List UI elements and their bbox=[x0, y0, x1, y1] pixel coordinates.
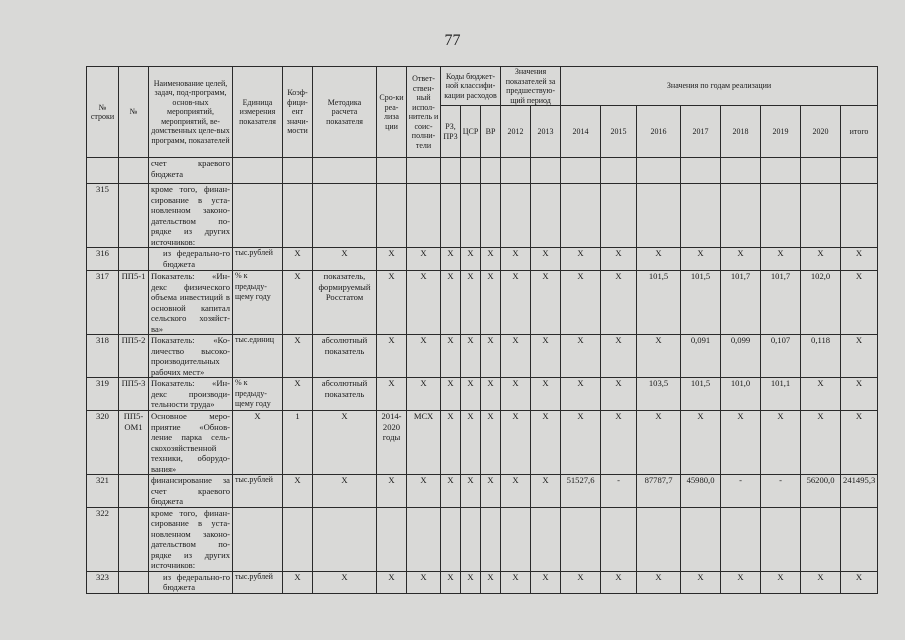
cell-coef: X bbox=[283, 271, 313, 335]
cell-y2012: X bbox=[501, 271, 531, 335]
cell-y2015 bbox=[601, 184, 637, 248]
cell-y2019: 101,1 bbox=[761, 378, 801, 411]
cell-y2018: 101,0 bbox=[721, 378, 761, 411]
cell-y2014: X bbox=[561, 271, 601, 335]
page-number: 77 bbox=[444, 32, 461, 49]
cell-rz bbox=[441, 158, 461, 184]
cell-total: X bbox=[841, 271, 878, 335]
cell-y2016: 87787,7 bbox=[637, 475, 681, 508]
cell-y2019: X bbox=[761, 248, 801, 271]
row-number-cell: 321 bbox=[87, 475, 119, 508]
cell-term bbox=[377, 158, 407, 184]
cell-y2018 bbox=[721, 158, 761, 184]
cell-y2014 bbox=[561, 507, 601, 571]
cell-total: 241495,3 bbox=[841, 475, 878, 508]
cell-y2015: X bbox=[601, 411, 637, 475]
cell-y2016: 101,5 bbox=[637, 271, 681, 335]
cell-y2016: X bbox=[637, 248, 681, 271]
row-number-cell: 317 bbox=[87, 271, 119, 335]
cell-csr: X bbox=[461, 411, 481, 475]
cell-term: 2014-2020 годы bbox=[377, 411, 407, 475]
header-year: 2015 bbox=[601, 106, 637, 158]
cell-term: X bbox=[377, 271, 407, 335]
row-number-cell: 322 bbox=[87, 507, 119, 571]
cell-coef: X bbox=[283, 378, 313, 411]
cell-y2017: X bbox=[681, 571, 721, 593]
cell-total: X bbox=[841, 571, 878, 593]
cell-csr: X bbox=[461, 571, 481, 593]
cell-y2020 bbox=[801, 184, 841, 248]
cell-y2020: 102,0 bbox=[801, 271, 841, 335]
cell-term: X bbox=[377, 248, 407, 271]
cell-y2015: X bbox=[601, 571, 637, 593]
cell-y2020 bbox=[801, 507, 841, 571]
cell-y2013 bbox=[531, 184, 561, 248]
cell-y2014: 51527,6 bbox=[561, 475, 601, 508]
cell-y2014: X bbox=[561, 335, 601, 378]
table-row bbox=[87, 271, 878, 335]
cell-rz bbox=[441, 184, 461, 248]
row-code-cell bbox=[119, 571, 149, 593]
row-name-cell: кроме того, финан-сирование в уста-новленном законо-дательством по-рядке из других источников: bbox=[149, 184, 233, 248]
cell-rz: X bbox=[441, 475, 461, 508]
cell-y2013 bbox=[531, 507, 561, 571]
cell-y2017: X bbox=[681, 411, 721, 475]
cell-vr: X bbox=[481, 335, 501, 378]
cell-y2017: 101,5 bbox=[681, 271, 721, 335]
cell-y2014 bbox=[561, 158, 601, 184]
cell-method: X bbox=[313, 248, 377, 271]
cell-y2019: 101,7 bbox=[761, 271, 801, 335]
cell-y2018: 0,099 bbox=[721, 335, 761, 378]
cell-method bbox=[313, 507, 377, 571]
cell-y2017: X bbox=[681, 248, 721, 271]
cell-y2012 bbox=[501, 158, 531, 184]
cell-unit bbox=[233, 158, 283, 184]
table-row bbox=[87, 571, 878, 593]
cell-csr bbox=[461, 507, 481, 571]
cell-y2012 bbox=[501, 507, 531, 571]
cell-vr: X bbox=[481, 378, 501, 411]
row-name-cell: Показатель: «Ко-личество высоко-производительных рабочих мест» bbox=[149, 335, 233, 378]
cell-unit bbox=[233, 507, 283, 571]
cell-csr: X bbox=[461, 335, 481, 378]
row-number-cell: 323 bbox=[87, 571, 119, 593]
cell-y2013: X bbox=[531, 475, 561, 508]
cell-method: абсолютный показатель bbox=[313, 335, 377, 378]
cell-csr bbox=[461, 158, 481, 184]
cell-method bbox=[313, 158, 377, 184]
cell-executor: X bbox=[407, 248, 441, 271]
cell-coef: X bbox=[283, 248, 313, 271]
cell-y2020: X bbox=[801, 411, 841, 475]
header-years-title: Значения по годам реализации bbox=[561, 67, 878, 106]
cell-unit: тыс.рублей bbox=[233, 475, 283, 508]
cell-y2018: X bbox=[721, 411, 761, 475]
cell-y2013: X bbox=[531, 378, 561, 411]
cell-rz: X bbox=[441, 271, 461, 335]
row-name-cell: финансирование за счет краевого бюджета bbox=[149, 475, 233, 508]
row-number-cell: 318 bbox=[87, 335, 119, 378]
row-code-cell bbox=[119, 158, 149, 184]
header-unit: Единица измерения показателя bbox=[233, 67, 283, 158]
header-csr: ЦСР bbox=[461, 106, 481, 158]
cell-method bbox=[313, 184, 377, 248]
cell-method: показатель, формируемый Росстатом bbox=[313, 271, 377, 335]
cell-executor bbox=[407, 184, 441, 248]
table-row bbox=[87, 507, 878, 571]
cell-coef: 1 bbox=[283, 411, 313, 475]
row-name-cell: Основное меро-приятие «Обнов-ление парка сель-скохозяйственной техники, оборудо-вания» bbox=[149, 411, 233, 475]
header-year: 2019 bbox=[761, 106, 801, 158]
cell-y2019 bbox=[761, 158, 801, 184]
cell-vr: X bbox=[481, 271, 501, 335]
cell-csr: X bbox=[461, 271, 481, 335]
cell-y2016 bbox=[637, 184, 681, 248]
cell-y2019: X bbox=[761, 411, 801, 475]
cell-rz: X bbox=[441, 411, 461, 475]
cell-y2015: X bbox=[601, 248, 637, 271]
cell-y2020: X bbox=[801, 571, 841, 593]
cell-executor: X bbox=[407, 271, 441, 335]
header-row-no: № строки bbox=[87, 67, 119, 158]
row-name-cell: из федерально-го бюджета bbox=[149, 248, 233, 271]
cell-unit: % к предыду-щему году bbox=[233, 271, 283, 335]
cell-y2014 bbox=[561, 184, 601, 248]
header-total: итого bbox=[841, 106, 878, 158]
cell-csr: X bbox=[461, 248, 481, 271]
cell-csr: X bbox=[461, 475, 481, 508]
cell-y2019: - bbox=[761, 475, 801, 508]
cell-vr bbox=[481, 507, 501, 571]
cell-y2013 bbox=[531, 158, 561, 184]
cell-y2018: 101,7 bbox=[721, 271, 761, 335]
header-executor: Ответ-ствен-ный испол-нитель и соис-полни-тели bbox=[407, 67, 441, 158]
cell-total bbox=[841, 507, 878, 571]
cell-vr: X bbox=[481, 571, 501, 593]
row-number-cell bbox=[87, 158, 119, 184]
cell-y2015: X bbox=[601, 378, 637, 411]
cell-y2012: X bbox=[501, 411, 531, 475]
cell-y2012: X bbox=[501, 335, 531, 378]
row-code-cell: ПП5-ОМ1 bbox=[119, 411, 149, 475]
cell-y2017 bbox=[681, 507, 721, 571]
table-header bbox=[87, 67, 878, 158]
cell-method: X bbox=[313, 411, 377, 475]
cell-y2014: X bbox=[561, 248, 601, 271]
cell-vr bbox=[481, 158, 501, 184]
header-method: Методика расчета показателя bbox=[313, 67, 377, 158]
row-code-cell: ПП5-2 bbox=[119, 335, 149, 378]
cell-y2019: 0,107 bbox=[761, 335, 801, 378]
cell-y2016: 103,5 bbox=[637, 378, 681, 411]
cell-y2017: 45980,0 bbox=[681, 475, 721, 508]
cell-vr bbox=[481, 184, 501, 248]
header-year: 2020 bbox=[801, 106, 841, 158]
cell-y2018 bbox=[721, 184, 761, 248]
cell-unit: % к предыду-щему году bbox=[233, 378, 283, 411]
cell-unit: тыс.рублей bbox=[233, 571, 283, 593]
row-number-cell: 315 bbox=[87, 184, 119, 248]
cell-y2020: X bbox=[801, 248, 841, 271]
cell-y2020 bbox=[801, 158, 841, 184]
header-year: 2018 bbox=[721, 106, 761, 158]
cell-executor: X bbox=[407, 475, 441, 508]
cell-total bbox=[841, 184, 878, 248]
cell-method: X bbox=[313, 475, 377, 508]
table-row bbox=[87, 184, 878, 248]
table-row bbox=[87, 378, 878, 411]
cell-total: X bbox=[841, 248, 878, 271]
cell-executor: X bbox=[407, 571, 441, 593]
cell-y2014: X bbox=[561, 571, 601, 593]
cell-coef bbox=[283, 184, 313, 248]
cell-method: X bbox=[313, 571, 377, 593]
cell-total bbox=[841, 158, 878, 184]
table-row bbox=[87, 158, 878, 184]
cell-y2020: X bbox=[801, 378, 841, 411]
cell-y2015: - bbox=[601, 475, 637, 508]
row-code-cell: ПП5-3 bbox=[119, 378, 149, 411]
row-code-cell bbox=[119, 184, 149, 248]
cell-vr: X bbox=[481, 248, 501, 271]
cell-unit: тыс.рублей bbox=[233, 248, 283, 271]
header-name: Наименование целей, задач, под-программ, основ-ных мероприятий, мероприятий, ве-домственных целе-вых программ, показателей bbox=[149, 67, 233, 158]
cell-coef: X bbox=[283, 571, 313, 593]
cell-term: X bbox=[377, 475, 407, 508]
cell-y2012: X bbox=[501, 571, 531, 593]
cell-term: X bbox=[377, 335, 407, 378]
cell-y2015: X bbox=[601, 335, 637, 378]
cell-y2018: - bbox=[721, 475, 761, 508]
row-name-cell: счет краевого бюджета bbox=[149, 158, 233, 184]
cell-executor bbox=[407, 507, 441, 571]
cell-rz: X bbox=[441, 378, 461, 411]
cell-y2017: 101,5 bbox=[681, 378, 721, 411]
cell-rz: X bbox=[441, 248, 461, 271]
cell-y2017: 0,091 bbox=[681, 335, 721, 378]
header-budget-codes: Коды бюджет-ной классифи-кации расходов bbox=[441, 67, 501, 106]
cell-y2015 bbox=[601, 507, 637, 571]
row-code-cell bbox=[119, 507, 149, 571]
header-year: 2016 bbox=[637, 106, 681, 158]
table-body bbox=[87, 158, 878, 594]
cell-y2014: X bbox=[561, 411, 601, 475]
header-coef: Коэф-фици-ент значи-мости bbox=[283, 67, 313, 158]
cell-y2016: X bbox=[637, 411, 681, 475]
cell-term bbox=[377, 184, 407, 248]
cell-executor bbox=[407, 158, 441, 184]
cell-unit: тыс.единиц bbox=[233, 335, 283, 378]
cell-term bbox=[377, 507, 407, 571]
cell-y2012: X bbox=[501, 475, 531, 508]
header-year: 2017 bbox=[681, 106, 721, 158]
cell-coef bbox=[283, 507, 313, 571]
row-name-cell: кроме того, финан-сирование в уста-новленном законо-дательством по-рядке из других источников: bbox=[149, 507, 233, 571]
row-number-cell: 316 bbox=[87, 248, 119, 271]
row-name-cell: Показатель: «Ин-декс физического объема инвестиций в основной капитал сельского хозяйст-ва» bbox=[149, 271, 233, 335]
cell-y2019 bbox=[761, 184, 801, 248]
header-term: Сро-ки реа-лиза ции bbox=[377, 67, 407, 158]
cell-executor: X bbox=[407, 335, 441, 378]
header-year: 2012 bbox=[501, 106, 531, 158]
cell-y2016: X bbox=[637, 571, 681, 593]
cell-y2012 bbox=[501, 184, 531, 248]
cell-y2020: 56200,0 bbox=[801, 475, 841, 508]
cell-y2014: X bbox=[561, 378, 601, 411]
cell-vr: X bbox=[481, 411, 501, 475]
header-prev-period: Значения показателей за предшествую-щий период bbox=[501, 67, 561, 106]
cell-unit bbox=[233, 184, 283, 248]
cell-y2016 bbox=[637, 158, 681, 184]
cell-y2018: X bbox=[721, 571, 761, 593]
cell-executor: МСХ bbox=[407, 411, 441, 475]
cell-total: X bbox=[841, 411, 878, 475]
table-row bbox=[87, 248, 878, 271]
cell-y2013: X bbox=[531, 335, 561, 378]
cell-rz: X bbox=[441, 335, 461, 378]
cell-method: абсолютный показатель bbox=[313, 378, 377, 411]
row-name-cell: Показатель: «Ин-декс производи-тельности труда» bbox=[149, 378, 233, 411]
indicators-table bbox=[86, 66, 878, 594]
header-vr: ВР bbox=[481, 106, 501, 158]
cell-y2013: X bbox=[531, 248, 561, 271]
cell-term: X bbox=[377, 571, 407, 593]
cell-total: X bbox=[841, 378, 878, 411]
row-code-cell bbox=[119, 248, 149, 271]
cell-y2013: X bbox=[531, 271, 561, 335]
cell-y2018: X bbox=[721, 248, 761, 271]
cell-rz bbox=[441, 507, 461, 571]
cell-csr: X bbox=[461, 378, 481, 411]
cell-y2017 bbox=[681, 158, 721, 184]
row-number-cell: 320 bbox=[87, 411, 119, 475]
cell-y2016: X bbox=[637, 335, 681, 378]
table-row bbox=[87, 335, 878, 378]
cell-y2018 bbox=[721, 507, 761, 571]
cell-coef: X bbox=[283, 335, 313, 378]
cell-y2019: X bbox=[761, 571, 801, 593]
cell-y2013: X bbox=[531, 411, 561, 475]
table-row bbox=[87, 475, 878, 508]
cell-unit: X bbox=[233, 411, 283, 475]
header-rz: РЗ, ПР3 bbox=[441, 106, 461, 158]
header-year: 2014 bbox=[561, 106, 601, 158]
cell-y2012: X bbox=[501, 378, 531, 411]
row-name-cell: из федерально-го бюджета bbox=[149, 571, 233, 593]
cell-coef bbox=[283, 158, 313, 184]
cell-y2020: 0,118 bbox=[801, 335, 841, 378]
header-year: 2013 bbox=[531, 106, 561, 158]
cell-y2013: X bbox=[531, 571, 561, 593]
table-row bbox=[87, 411, 878, 475]
cell-y2015 bbox=[601, 158, 637, 184]
cell-y2012: X bbox=[501, 248, 531, 271]
cell-total: X bbox=[841, 335, 878, 378]
cell-y2019 bbox=[761, 507, 801, 571]
cell-y2016 bbox=[637, 507, 681, 571]
row-code-cell: ПП5-1 bbox=[119, 271, 149, 335]
cell-term: X bbox=[377, 378, 407, 411]
row-number-cell: 319 bbox=[87, 378, 119, 411]
cell-rz: X bbox=[441, 571, 461, 593]
row-code-cell bbox=[119, 475, 149, 508]
cell-coef: X bbox=[283, 475, 313, 508]
header-no: № bbox=[119, 67, 149, 158]
cell-y2017 bbox=[681, 184, 721, 248]
cell-vr: X bbox=[481, 475, 501, 508]
cell-executor: X bbox=[407, 378, 441, 411]
cell-csr bbox=[461, 184, 481, 248]
cell-y2015: X bbox=[601, 271, 637, 335]
